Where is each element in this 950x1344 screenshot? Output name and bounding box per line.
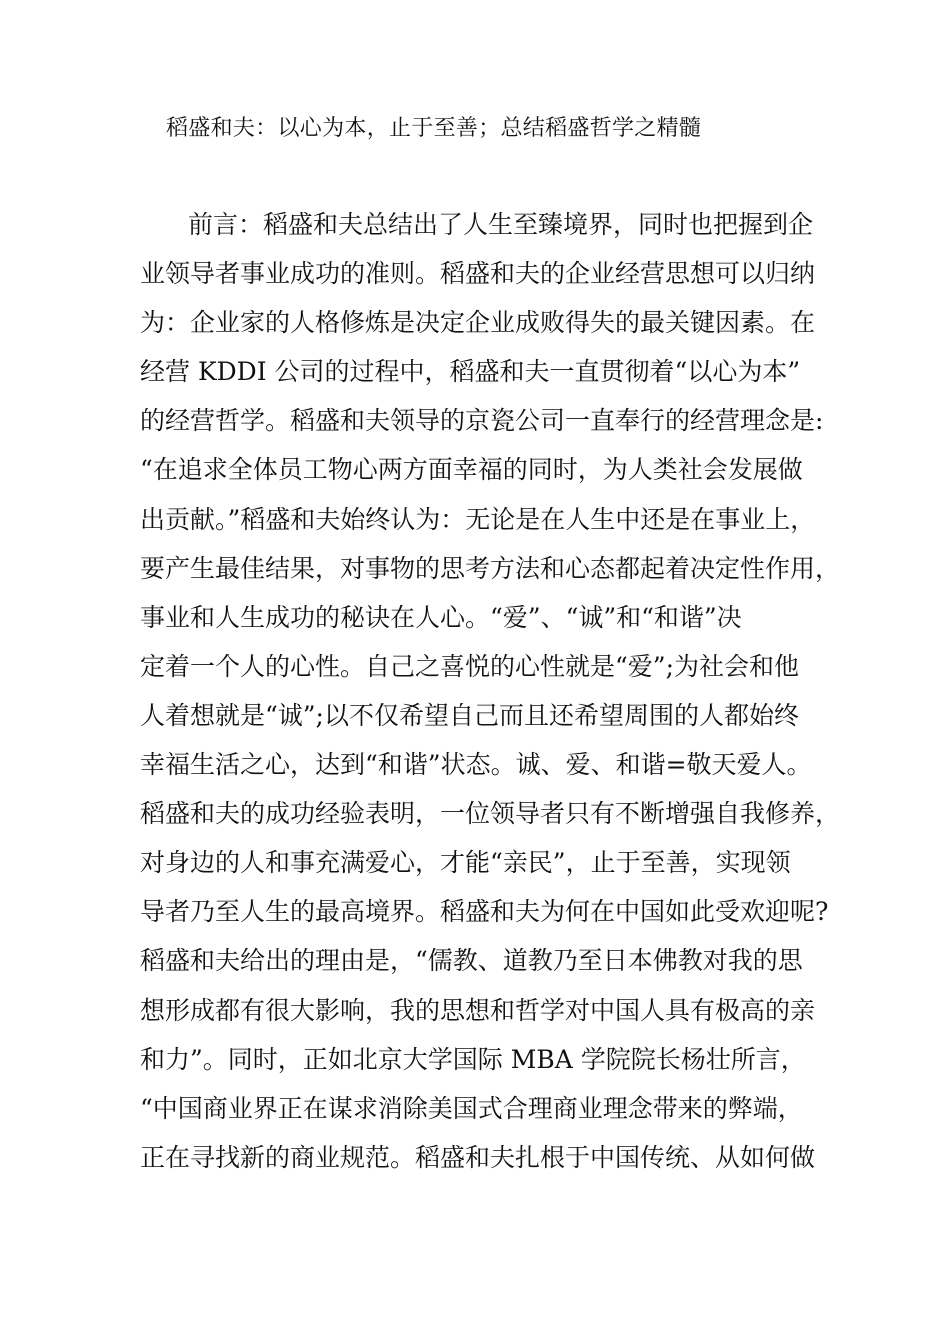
paragraph-line: 的经营哲学。稻盛和夫领导的京瓷公司一直奉行的经营理念是: [140, 406, 824, 436]
paragraph-line: 稻盛和夫的成功经验表明，一位领导者只有不断增强自我修养， [140, 799, 841, 829]
paragraph-line: 事业和人生成功的秘诀在人心。“爱”、“诚”和“和谐”决 [140, 602, 742, 632]
paragraph-line: “在追求全体员工物心两方面幸福的同时，为人类社会发展做 [140, 455, 803, 485]
paragraph-line: 定着一个人的心性。自己之喜悦的心性就是“爱”;为社会和他 [140, 651, 799, 681]
document-title: 稻盛和夫：以心为本，止于至善；总结稻盛哲学之精髓 [166, 116, 702, 141]
paragraph-line: 业领导者事业成功的准则。稻盛和夫的企业经营思想可以归纳 [140, 259, 816, 289]
paragraph-line: 前言：稻盛和夫总结出了人生至臻境界，同时也把握到企 [188, 210, 814, 239]
paragraph-line: 经营 KDDI 公司的过程中，稻盛和夫一直贯彻着“以心为本” [140, 357, 801, 387]
paragraph-line: 出贡献。”稻盛和夫始终认为：无论是在人生中还是在事业上， [140, 504, 816, 534]
paragraph-line: 导者乃至人生的最高境界。稻盛和夫为何在中国如此受欢迎呢? [140, 897, 829, 927]
paragraph-line: 和力”。同时，正如北京大学国际 MBA 学院院长杨壮所言， [140, 1044, 806, 1074]
paragraph-line: 想形成都有很大影响，我的思想和哲学对中国人具有极高的亲 [140, 995, 816, 1025]
paragraph-line: 要产生最佳结果，对事物的思考方法和心态都起着决定性作用， [140, 553, 841, 583]
paragraph-line: 正在寻找新的商业规范。稻盛和夫扎根于中国传统、从如何做 [140, 1142, 816, 1172]
paragraph-line: “中国商业界正在谋求消除美国式合理商业理念带来的弊端， [140, 1093, 803, 1123]
paragraph-line: 为：企业家的人格修炼是决定企业成败得失的最关键因素。在 [140, 308, 816, 338]
paragraph-line: 对身边的人和事充满爱心，才能“亲民”，止于至善，实现领 [140, 848, 791, 878]
body-paragraph [140, 200, 841, 1182]
paragraph-line: 幸福生活之心，达到“和谐”状态。诚、爱、和谐=敬天爱人。 [140, 750, 812, 780]
paragraph-line: 稻盛和夫给出的理由是，“儒教、道教乃至日本佛教对我的思 [140, 946, 803, 976]
paragraph-line: 人着想就是“诚”;以不仅希望自己而且还希望周围的人都始终 [140, 700, 799, 730]
